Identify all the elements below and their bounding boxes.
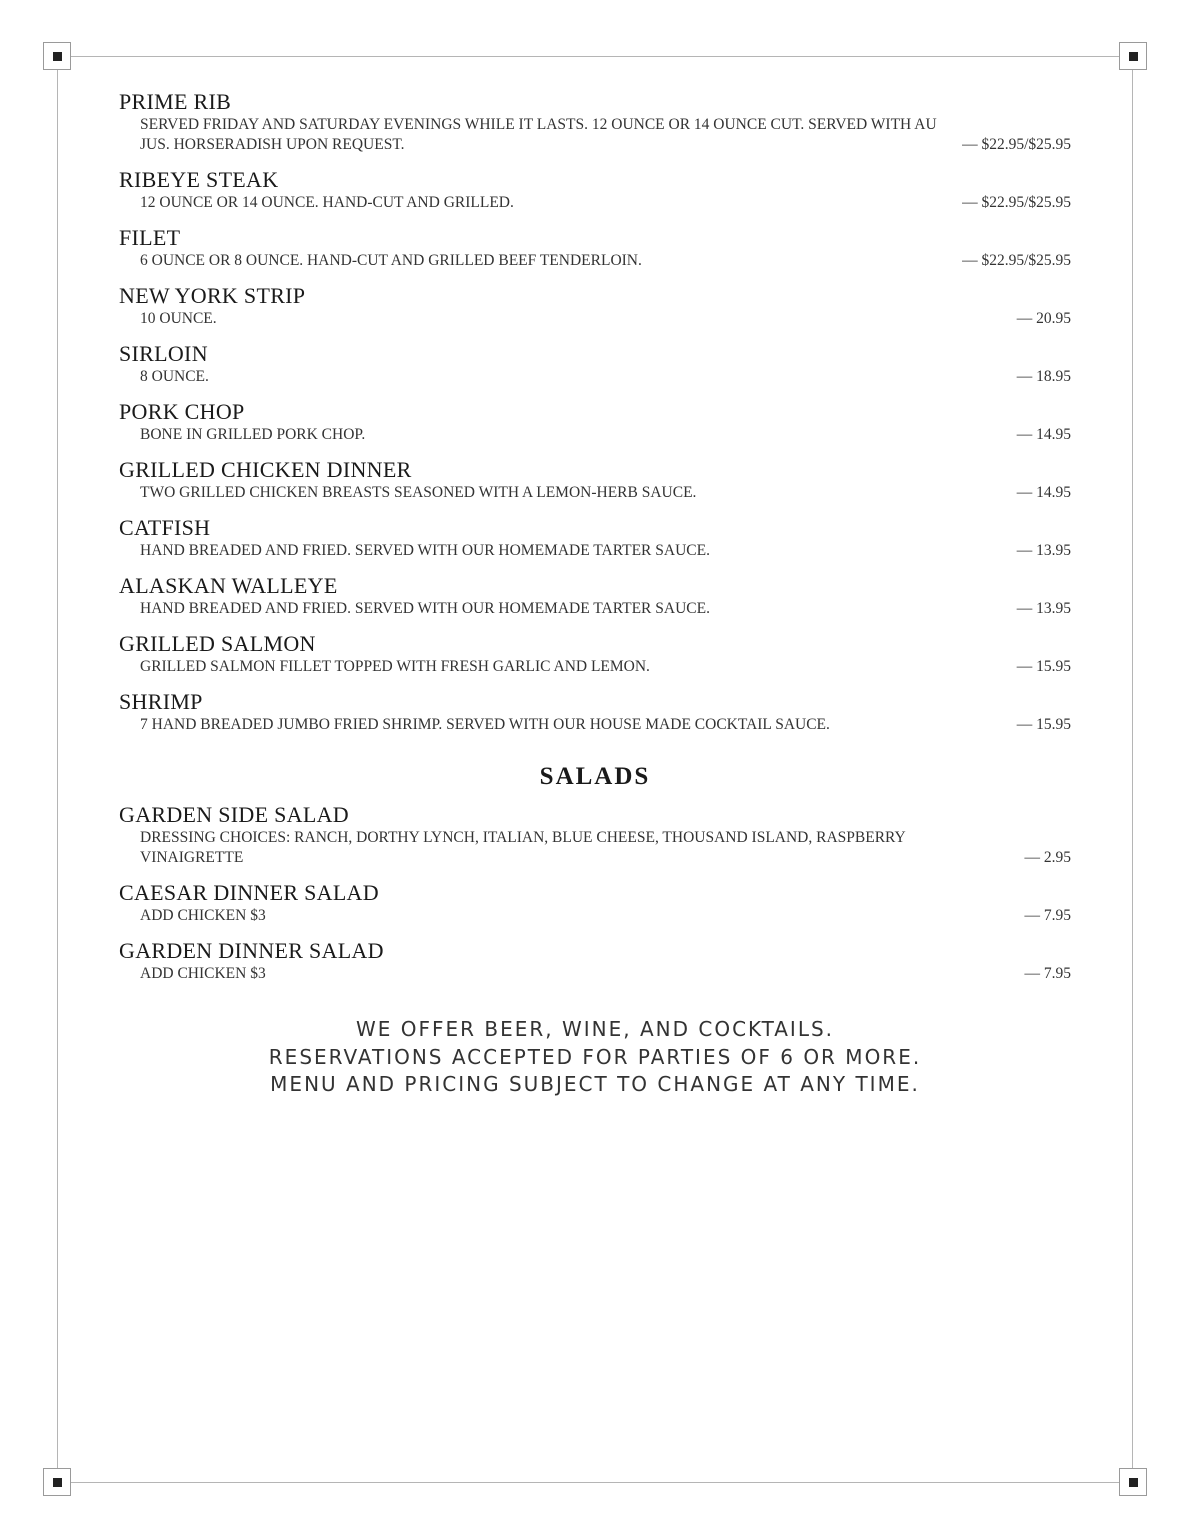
item-description: GRILLED SALMON FILLET TOPPED WITH FRESH GARLIC AND LEMON. (140, 658, 650, 675)
menu-item (119, 166, 1071, 213)
item-price: — 18.95 (1016, 368, 1071, 385)
item-row (119, 193, 1071, 213)
item-price: — 7.95 (1024, 907, 1071, 924)
item-name: PRIME RIB (119, 89, 232, 114)
menu-item (119, 630, 1071, 677)
menu-item (119, 340, 1071, 387)
item-name: NEW YORK STRIP (119, 283, 306, 308)
item-row (119, 367, 1071, 387)
salads-list (119, 801, 1071, 984)
item-description: ADD CHICKEN $3 (140, 965, 266, 982)
item-price: — 15.95 (1016, 658, 1071, 675)
menu-item (119, 282, 1071, 329)
item-description: HAND BREADED AND FRIED. SERVED WITH OUR HOMEMADE TARTER SAUCE. (140, 600, 710, 617)
item-description: 8 OUNCE. (140, 368, 209, 385)
item-name: PORK CHOP (119, 399, 245, 424)
item-name: GRILLED SALMON (119, 631, 316, 656)
item-name: CAESAR DINNER SALAD (119, 880, 379, 905)
corner-square-icon (1119, 42, 1147, 70)
item-price: — $22.95/$25.95 (962, 194, 1071, 211)
item-price: — 13.95 (1016, 542, 1071, 559)
corner-square-icon (43, 42, 71, 70)
item-name: CATFISH (119, 515, 211, 540)
salads-section-title: SALADS (539, 763, 651, 790)
item-row (119, 251, 1071, 271)
item-description: SERVED FRIDAY AND SATURDAY EVENINGS WHILE IT LASTS. 12 OUNCE OR 14 OUNCE CUT. SERVED WITH AU JUS. HORSERADISH UPON REQUEST. (140, 116, 937, 153)
menu-item (119, 88, 1071, 155)
frame-top-border (57, 56, 1133, 57)
menu-item (119, 398, 1071, 445)
frame-bottom-border (57, 1482, 1133, 1483)
item-row (119, 483, 1071, 503)
item-name: FILET (119, 225, 181, 250)
item-price: — 14.95 (1016, 426, 1071, 443)
item-row (119, 906, 1071, 926)
item-price: — $22.95/$25.95 (962, 252, 1071, 269)
item-description: 12 OUNCE OR 14 OUNCE. HAND-CUT AND GRILLED. (140, 194, 514, 211)
frame-right-border (1132, 56, 1133, 1483)
footer-notes (119, 1016, 1071, 1099)
item-description: 6 OUNCE OR 8 OUNCE. HAND-CUT AND GRILLED BEEF TENDERLOIN. (140, 252, 642, 269)
item-row (119, 828, 1071, 868)
menu-item (119, 801, 1071, 868)
item-name: SIRLOIN (119, 341, 208, 366)
item-name: GARDEN DINNER SALAD (119, 938, 384, 963)
corner-square-icon (1119, 1468, 1147, 1496)
menu-item (119, 456, 1071, 503)
menu-item (119, 514, 1071, 561)
footer-line-beverages: WE OFFER BEER, WINE, AND COCKTAILS. (355, 1017, 835, 1041)
item-name: GARDEN SIDE SALAD (119, 802, 349, 827)
item-name: GRILLED CHICKEN DINNER (119, 457, 412, 482)
item-price: — $22.95/$25.95 (962, 136, 1071, 153)
item-row (119, 964, 1071, 984)
item-name: SHRIMP (119, 689, 203, 714)
item-description: 10 OUNCE. (140, 310, 217, 327)
item-name: RIBEYE STEAK (119, 167, 279, 192)
footer-line-pricing: MENU AND PRICING SUBJECT TO CHANGE AT ANY TIME. (270, 1072, 920, 1096)
menu-item (119, 224, 1071, 271)
item-row (119, 715, 1071, 735)
item-description: ADD CHICKEN $3 (140, 907, 266, 924)
item-description: BONE IN GRILLED PORK CHOP. (140, 426, 366, 443)
menu-page (119, 88, 1071, 1099)
footer-line-reservations: RESERVATIONS ACCEPTED FOR PARTIES OF 6 OR MORE. (268, 1044, 922, 1069)
menu-item (119, 937, 1071, 984)
item-description: DRESSING CHOICES: RANCH, DORTHY LYNCH, ITALIAN, BLUE CHEESE, THOUSAND ISLAND, RASPBERRY VINAIGRETTE (140, 829, 906, 866)
item-price: — 2.95 (1024, 849, 1071, 866)
item-description: HAND BREADED AND FRIED. SERVED WITH OUR HOMEMADE TARTER SAUCE. (140, 542, 710, 559)
item-row (119, 541, 1071, 561)
item-name: ALASKAN WALLEYE (119, 573, 338, 598)
entrees-list (119, 88, 1071, 735)
menu-item (119, 572, 1071, 619)
item-row (119, 657, 1071, 677)
item-description: 7 HAND BREADED JUMBO FRIED SHRIMP. SERVED WITH OUR HOUSE MADE COCKTAIL SAUCE. (140, 716, 830, 733)
item-price: — 20.95 (1016, 310, 1071, 327)
item-row (119, 425, 1071, 445)
item-price: — 14.95 (1016, 484, 1071, 501)
item-price: — 13.95 (1016, 600, 1071, 617)
item-price: — 7.95 (1024, 965, 1071, 982)
item-row (119, 309, 1071, 329)
menu-item (119, 879, 1071, 926)
item-price: — 15.95 (1016, 716, 1071, 733)
item-row (119, 599, 1071, 619)
frame-left-border (57, 56, 58, 1483)
item-description: TWO GRILLED CHICKEN BREASTS SEASONED WITH A LEMON-HERB SAUCE. (140, 484, 697, 501)
corner-square-icon (43, 1468, 71, 1496)
item-row (119, 115, 1071, 155)
menu-item (119, 688, 1071, 735)
